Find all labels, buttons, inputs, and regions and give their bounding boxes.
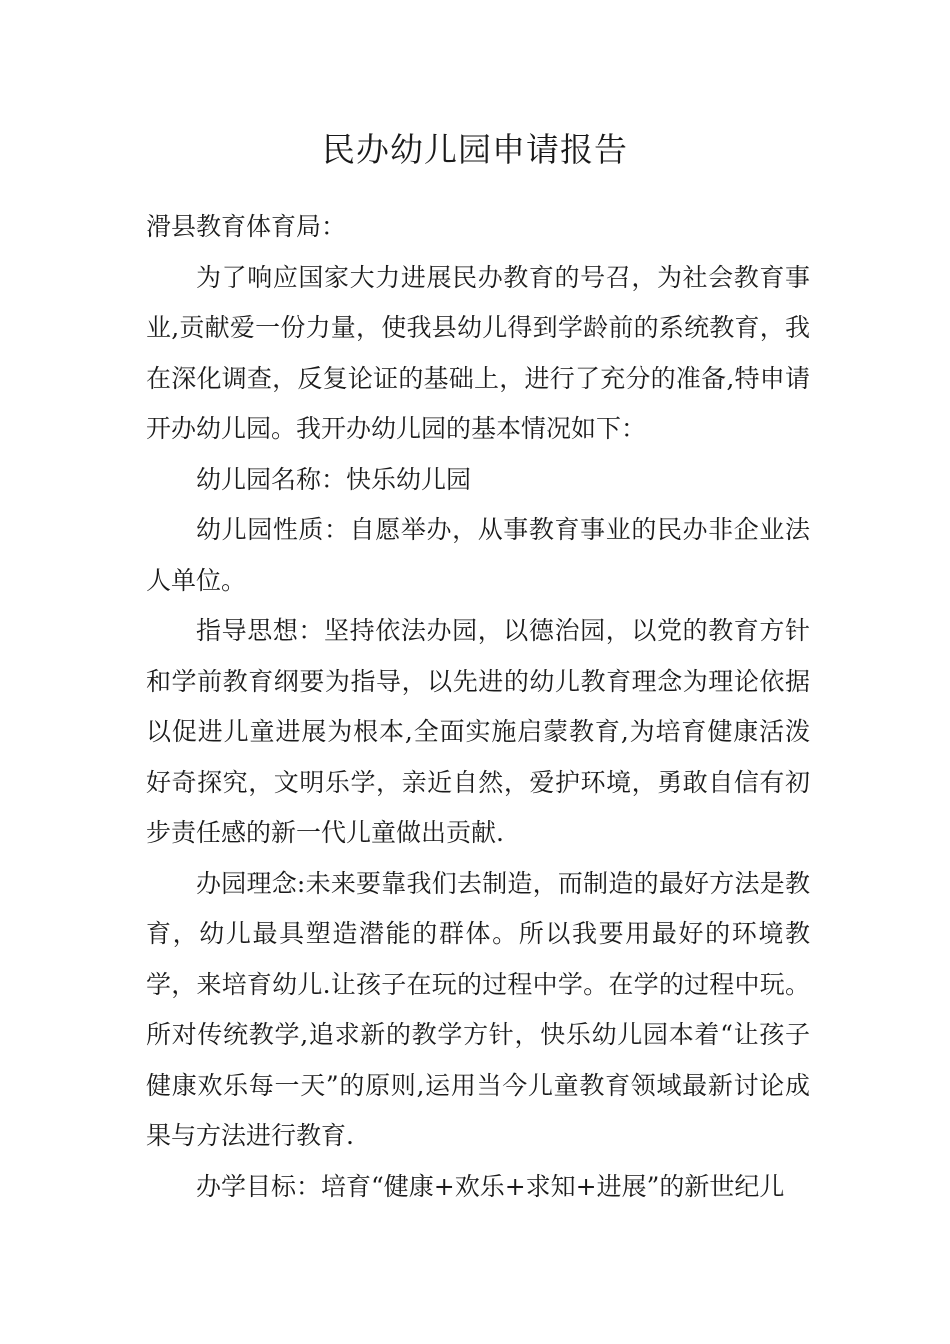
document-body [146, 202, 810, 1212]
paragraph-goals: 办学目标：培育“健康+欢乐+求知+进展”的新世纪儿 [196, 1171, 785, 1201]
paragraph-intro: 为了响应国家大力进展民办教育的号召，为社会教育事业,贡献爱一份力量，使我县幼儿得到学龄前的系统教育，我在深化调查，反复论证的基础上，进行了充分的准备,特申请开办幼儿园。我开办幼儿园的基本情况如下： [146, 262, 810, 443]
paragraph-philosophy: 办园理念:未来要靠我们去制造，而制造的最好方法是教育，幼儿最具塑造潜能的群体。所以我要用最好的环境教学，来培育幼儿.让孩子在玩的过程中学。在学的过程中玩。所对传统教学,追求新的教学方针，快乐幼儿园本着“让孩子健康欢乐每一天”的原则,运用当今儿童教育领域最新讨论成果与方法进行教育. [146, 868, 810, 1150]
paragraph-guiding-ideology: 指导思想：坚持依法办园，以德治园，以党的教育方针和学前教育纲要为指导，以先进的幼儿教育理念为理论依据以促进儿童进展为根本,全面实施启蒙教育,为培育健康活泼好奇探究，文明乐学，亲近自然，爱护环境，勇敢自信有初步责任感的新一代儿童做出贡献. [146, 616, 810, 847]
paragraph-kindergarten-nature: 幼儿园性质：自愿举办，从事教育事业的民办非企业法人单位。 [146, 515, 810, 595]
paragraph-kindergarten-name: 幼儿园名称：快乐幼儿园 [196, 464, 472, 494]
salutation: 滑县教育体育局： [146, 212, 347, 241]
document-title: 民办幼儿园申请报告 [322, 130, 628, 169]
